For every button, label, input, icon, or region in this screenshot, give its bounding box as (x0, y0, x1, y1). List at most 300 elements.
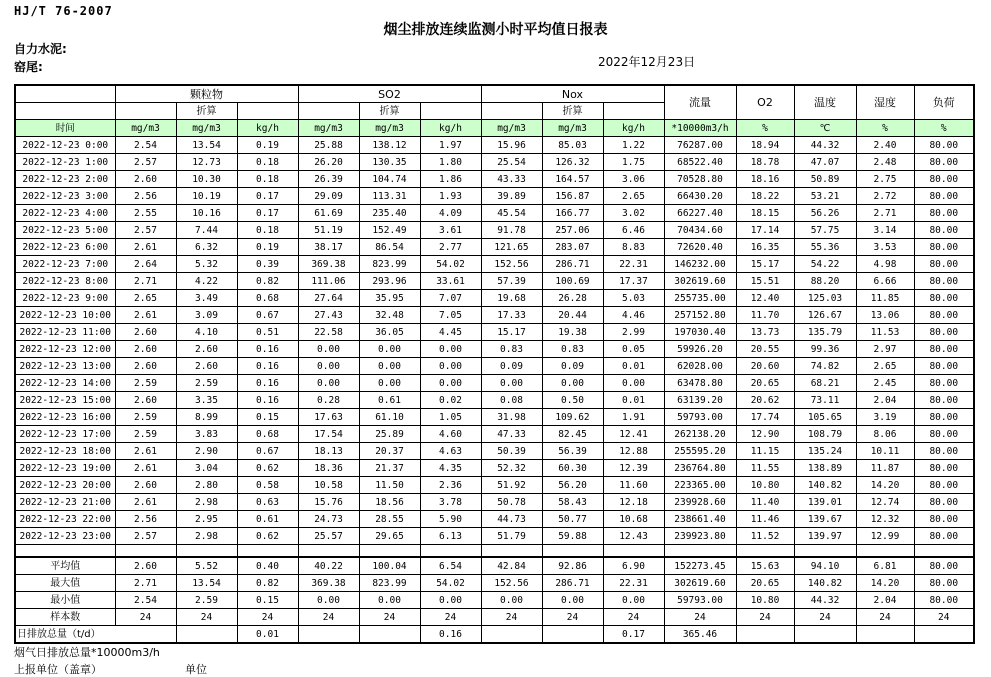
value-cell: 60.30 (542, 460, 603, 477)
value-cell: 70434.60 (664, 222, 736, 239)
value-cell: 82.45 (542, 426, 603, 443)
value-cell: 4.22 (176, 273, 237, 290)
value-cell: 4.09 (420, 205, 481, 222)
value-cell: 1.93 (420, 188, 481, 205)
value-cell: 11.53 (856, 324, 914, 341)
value-cell: 20.60 (736, 358, 794, 375)
value-cell: 80.00 (914, 392, 974, 409)
time-cell: 2022-12-23 6:00 (15, 239, 115, 256)
value-cell: 257152.80 (664, 307, 736, 324)
value-cell: 0.61 (237, 511, 298, 528)
col-o2: O2 (736, 85, 794, 120)
value-cell: 44.73 (481, 511, 542, 528)
value-cell: 2.57 (115, 528, 176, 545)
value-cell: 0.15 (237, 592, 298, 609)
value-cell: 2.95 (176, 511, 237, 528)
value-cell: 2.48 (856, 154, 914, 171)
value-cell: 1.75 (603, 154, 664, 171)
value-cell: 3.04 (176, 460, 237, 477)
value-cell: 10.80 (736, 477, 794, 494)
value-cell: 2.61 (115, 494, 176, 511)
value-cell: 27.43 (298, 307, 359, 324)
value-cell: 2.60 (115, 477, 176, 494)
value-cell: 369.38 (298, 256, 359, 273)
value-cell: 4.46 (603, 307, 664, 324)
value-cell: 0.02 (420, 392, 481, 409)
value-cell: 3.61 (420, 222, 481, 239)
value-cell: 4.63 (420, 443, 481, 460)
value-cell: 80.00 (914, 443, 974, 460)
value-cell: 0.18 (237, 154, 298, 171)
spacer-cell (914, 545, 974, 558)
unit-cell: mg/m3 (542, 120, 603, 137)
table-row (15, 137, 974, 154)
value-cell: 24 (298, 609, 359, 626)
value-cell: 4.45 (420, 324, 481, 341)
spacer-cell (237, 545, 298, 558)
value-cell: 2.59 (176, 375, 237, 392)
value-cell: 38.17 (298, 239, 359, 256)
value-cell: 5.52 (176, 557, 237, 575)
col-time: 时间 (15, 120, 115, 137)
value-cell: 126.32 (542, 154, 603, 171)
value-cell: 100.04 (359, 557, 420, 575)
value-cell: 138.89 (794, 460, 856, 477)
value-cell: 2.61 (115, 460, 176, 477)
value-cell: 61.69 (298, 205, 359, 222)
value-cell: 12.74 (856, 494, 914, 511)
value-cell: 0.16 (420, 626, 481, 644)
value-cell: 12.88 (603, 443, 664, 460)
value-cell: 54.22 (794, 256, 856, 273)
value-cell: 39.89 (481, 188, 542, 205)
value-cell: 3.09 (176, 307, 237, 324)
value-cell: 10.58 (298, 477, 359, 494)
value-cell: 24 (603, 609, 664, 626)
value-cell: 18.78 (736, 154, 794, 171)
emissions-table (14, 84, 975, 644)
value-cell: 17.54 (298, 426, 359, 443)
value-cell: 68522.40 (664, 154, 736, 171)
value-cell: 135.79 (794, 324, 856, 341)
time-cell: 2022-12-23 15:00 (15, 392, 115, 409)
value-cell: 2.60 (115, 171, 176, 188)
table-row (15, 273, 974, 290)
value-cell: 0.00 (420, 341, 481, 358)
value-cell: 302619.60 (664, 273, 736, 290)
value-cell: 13.06 (856, 307, 914, 324)
value-cell (736, 626, 794, 644)
value-cell: 28.55 (359, 511, 420, 528)
value-cell: 138.12 (359, 137, 420, 154)
company-name: 自力水泥: (14, 42, 67, 56)
value-cell: 80.00 (914, 205, 974, 222)
value-cell: 18.15 (736, 205, 794, 222)
value-cell: 20.37 (359, 443, 420, 460)
value-cell: 2.98 (176, 494, 237, 511)
spacer-cell (542, 545, 603, 558)
value-cell: 2.61 (115, 307, 176, 324)
value-cell: 15.17 (481, 324, 542, 341)
table-row (15, 341, 974, 358)
value-cell: 25.88 (298, 137, 359, 154)
value-cell: 2.71 (115, 273, 176, 290)
value-cell: 0.62 (237, 460, 298, 477)
value-cell: 109.62 (542, 409, 603, 426)
value-cell: 26.28 (542, 290, 603, 307)
value-cell: 50.39 (481, 443, 542, 460)
value-cell: 19.38 (542, 324, 603, 341)
group-nox: Nox (481, 85, 664, 103)
value-cell: 2.80 (176, 477, 237, 494)
value-cell: 302619.60 (664, 575, 736, 592)
value-cell: 80.00 (914, 494, 974, 511)
table-row (15, 443, 974, 460)
value-cell: 59793.00 (664, 592, 736, 609)
value-cell: 0.51 (237, 324, 298, 341)
value-cell (298, 626, 359, 644)
value-cell: 21.37 (359, 460, 420, 477)
value-cell: 80.00 (914, 511, 974, 528)
pm-converted-label: 折算 (176, 103, 237, 120)
col-humidity: 湿度 (856, 85, 914, 120)
value-cell: 6.66 (856, 273, 914, 290)
value-cell: 80.00 (914, 154, 974, 171)
flue-gas-total-note: 烟气日排放总量*10000m3/h (14, 646, 160, 659)
value-cell: 2.55 (115, 205, 176, 222)
empty-cell (603, 103, 664, 120)
col-flow: 流量 (664, 85, 736, 120)
value-cell: 56.20 (542, 477, 603, 494)
value-cell: 0.50 (542, 392, 603, 409)
value-cell: 12.39 (603, 460, 664, 477)
value-cell: 24 (115, 609, 176, 626)
value-cell: 0.00 (603, 592, 664, 609)
value-cell: 8.99 (176, 409, 237, 426)
value-cell: 4.98 (856, 256, 914, 273)
table-row (15, 205, 974, 222)
value-cell: 2.60 (115, 557, 176, 575)
value-cell: 0.58 (237, 477, 298, 494)
value-cell: 2.72 (856, 188, 914, 205)
value-cell: 80.00 (914, 171, 974, 188)
value-cell: 94.10 (794, 557, 856, 575)
value-cell: 0.00 (359, 358, 420, 375)
value-cell: 20.55 (736, 341, 794, 358)
value-cell: 239923.80 (664, 528, 736, 545)
value-cell: 33.61 (420, 273, 481, 290)
value-cell: 44.32 (794, 137, 856, 154)
table-row (15, 222, 974, 239)
value-cell: 25.54 (481, 154, 542, 171)
table-row (15, 392, 974, 409)
spacer-row (15, 545, 974, 558)
value-cell: 1.97 (420, 137, 481, 154)
table-row (15, 324, 974, 341)
value-cell: 85.03 (542, 137, 603, 154)
summary-label: 样本数 (15, 609, 115, 626)
value-cell: 19.68 (481, 290, 542, 307)
value-cell: 72620.40 (664, 239, 736, 256)
value-cell: 56.26 (794, 205, 856, 222)
value-cell: 7.05 (420, 307, 481, 324)
value-cell: 53.21 (794, 188, 856, 205)
value-cell: 2.54 (115, 592, 176, 609)
value-cell: 2.75 (856, 171, 914, 188)
value-cell: 24 (736, 609, 794, 626)
value-cell: 80.00 (914, 409, 974, 426)
value-cell: 1.91 (603, 409, 664, 426)
value-cell: 20.65 (736, 575, 794, 592)
value-cell: 91.78 (481, 222, 542, 239)
value-cell: 80.00 (914, 188, 974, 205)
value-cell: 18.16 (736, 171, 794, 188)
value-cell: 11.55 (736, 460, 794, 477)
value-cell: 20.62 (736, 392, 794, 409)
value-cell: 255735.00 (664, 290, 736, 307)
value-cell: 24 (481, 609, 542, 626)
value-cell: 22.31 (603, 256, 664, 273)
value-cell: 2.64 (115, 256, 176, 273)
value-cell: 0.15 (237, 409, 298, 426)
value-cell: 283.07 (542, 239, 603, 256)
value-cell: 139.01 (794, 494, 856, 511)
reporting-unit-label: 上报单位（盖章） (14, 663, 102, 676)
value-cell: 80.00 (914, 273, 974, 290)
value-cell: 3.35 (176, 392, 237, 409)
value-cell: 105.65 (794, 409, 856, 426)
value-cell: 140.82 (794, 575, 856, 592)
time-cell: 2022-12-23 18:00 (15, 443, 115, 460)
spacer-cell (794, 545, 856, 558)
value-cell: 14.20 (856, 477, 914, 494)
value-cell: 27.64 (298, 290, 359, 307)
value-cell: 36.05 (359, 324, 420, 341)
table-row (15, 528, 974, 545)
value-cell: 6.90 (603, 557, 664, 575)
value-cell: 140.82 (794, 477, 856, 494)
value-cell: 2.71 (115, 575, 176, 592)
value-cell: 15.17 (736, 256, 794, 273)
table-body (15, 137, 974, 644)
value-cell: 63139.20 (664, 392, 736, 409)
value-cell: 80.00 (914, 358, 974, 375)
value-cell: 6.81 (856, 557, 914, 575)
value-cell: 0.16 (237, 392, 298, 409)
value-cell: 111.06 (298, 273, 359, 290)
value-cell: 2.65 (603, 188, 664, 205)
time-cell: 2022-12-23 8:00 (15, 273, 115, 290)
value-cell: 1.05 (420, 409, 481, 426)
value-cell: 0.83 (542, 341, 603, 358)
value-cell: 24 (420, 609, 481, 626)
value-cell: 0.19 (237, 137, 298, 154)
value-cell: 12.90 (736, 426, 794, 443)
value-cell: 40.22 (298, 557, 359, 575)
time-cell: 2022-12-23 1:00 (15, 154, 115, 171)
value-cell: 2.59 (176, 592, 237, 609)
value-cell: 1.86 (420, 171, 481, 188)
value-cell: 17.33 (481, 307, 542, 324)
value-cell: 2.60 (176, 341, 237, 358)
unit-cell: mg/m3 (115, 120, 176, 137)
value-cell: 80.00 (914, 557, 974, 575)
value-cell: 20.65 (736, 375, 794, 392)
group-pm: 颗粒物 (115, 85, 298, 103)
value-cell: 2.36 (420, 477, 481, 494)
value-cell: 0.18 (237, 222, 298, 239)
group-so2: SO2 (298, 85, 481, 103)
table-row (15, 511, 974, 528)
value-cell: 2.56 (115, 511, 176, 528)
value-cell: 8.06 (856, 426, 914, 443)
value-cell: 0.00 (359, 592, 420, 609)
spacer-cell (664, 545, 736, 558)
value-cell: 823.99 (359, 256, 420, 273)
time-cell: 2022-12-23 20:00 (15, 477, 115, 494)
spacer-cell (856, 545, 914, 558)
value-cell: 0.28 (298, 392, 359, 409)
value-cell: 5.90 (420, 511, 481, 528)
value-cell: 286.71 (542, 575, 603, 592)
value-cell: 156.87 (542, 188, 603, 205)
value-cell: 52.32 (481, 460, 542, 477)
table-row (15, 477, 974, 494)
value-cell: 3.78 (420, 494, 481, 511)
empty-cell (298, 103, 359, 120)
time-cell: 2022-12-23 11:00 (15, 324, 115, 341)
value-cell: 43.33 (481, 171, 542, 188)
time-header-spacer (15, 85, 115, 103)
value-cell: 0.00 (542, 375, 603, 392)
value-cell: 0.17 (237, 205, 298, 222)
time-cell: 2022-12-23 21:00 (15, 494, 115, 511)
value-cell: 80.00 (914, 341, 974, 358)
value-cell: 152273.45 (664, 557, 736, 575)
empty-cell (481, 103, 542, 120)
value-cell: 139.67 (794, 511, 856, 528)
time-cell: 2022-12-23 12:00 (15, 341, 115, 358)
value-cell: 2.60 (115, 392, 176, 409)
unit-cell: mg/m3 (298, 120, 359, 137)
time-cell: 2022-12-23 4:00 (15, 205, 115, 222)
value-cell: 121.65 (481, 239, 542, 256)
value-cell: 88.20 (794, 273, 856, 290)
time-cell: 2022-12-23 17:00 (15, 426, 115, 443)
value-cell: 61.10 (359, 409, 420, 426)
value-cell: 238661.40 (664, 511, 736, 528)
value-cell: 0.00 (298, 358, 359, 375)
value-cell: 3.53 (856, 239, 914, 256)
spacer-cell (298, 545, 359, 558)
value-cell: 51.79 (481, 528, 542, 545)
spacer-cell (359, 545, 420, 558)
value-cell: 58.43 (542, 494, 603, 511)
time-cell: 2022-12-23 2:00 (15, 171, 115, 188)
value-cell: 80.00 (914, 592, 974, 609)
summary-row (15, 592, 974, 609)
spacer-cell (420, 545, 481, 558)
spacer-cell (115, 545, 176, 558)
value-cell: 3.02 (603, 205, 664, 222)
value-cell: 108.79 (794, 426, 856, 443)
value-cell: 18.36 (298, 460, 359, 477)
value-cell: 152.49 (359, 222, 420, 239)
table-row (15, 426, 974, 443)
value-cell: 18.56 (359, 494, 420, 511)
value-cell: 80.00 (914, 222, 974, 239)
value-cell: 31.98 (481, 409, 542, 426)
value-cell: 2.60 (115, 324, 176, 341)
value-cell: 17.63 (298, 409, 359, 426)
header-units-row (15, 120, 974, 137)
unit-cell: *10000m3/h (664, 120, 736, 137)
value-cell: 86.54 (359, 239, 420, 256)
spacer-cell (15, 545, 115, 558)
table-row (15, 239, 974, 256)
value-cell: 57.75 (794, 222, 856, 239)
spacer-cell (176, 545, 237, 558)
value-cell: 2.57 (115, 222, 176, 239)
value-cell: 11.52 (736, 528, 794, 545)
value-cell: 0.00 (420, 592, 481, 609)
value-cell: 15.76 (298, 494, 359, 511)
value-cell: 0.67 (237, 443, 298, 460)
value-cell: 4.35 (420, 460, 481, 477)
value-cell: 80.00 (914, 307, 974, 324)
spacer-cell (481, 545, 542, 558)
value-cell: 12.43 (603, 528, 664, 545)
value-cell: 125.03 (794, 290, 856, 307)
value-cell: 68.21 (794, 375, 856, 392)
value-cell: 0.16 (237, 375, 298, 392)
value-cell: 54.02 (420, 256, 481, 273)
table-row (15, 358, 974, 375)
value-cell: 7.44 (176, 222, 237, 239)
value-cell: 5.03 (603, 290, 664, 307)
value-cell: 80.00 (914, 460, 974, 477)
value-cell: 6.46 (603, 222, 664, 239)
value-cell: 0.62 (237, 528, 298, 545)
value-cell: 13.73 (736, 324, 794, 341)
value-cell: 12.41 (603, 426, 664, 443)
value-cell: 4.60 (420, 426, 481, 443)
value-cell: 223365.00 (664, 477, 736, 494)
value-cell: 0.01 (237, 626, 298, 644)
value-cell: 80.00 (914, 239, 974, 256)
empty-cell (115, 103, 176, 120)
value-cell: 44.32 (794, 592, 856, 609)
summary-label: 最大值 (15, 575, 115, 592)
value-cell: 12.99 (856, 528, 914, 545)
value-cell: 0.16 (237, 341, 298, 358)
value-cell: 24.73 (298, 511, 359, 528)
value-cell: 0.68 (237, 290, 298, 307)
value-cell: 0.19 (237, 239, 298, 256)
value-cell: 0.17 (603, 626, 664, 644)
value-cell: 3.49 (176, 290, 237, 307)
table-row (15, 307, 974, 324)
value-cell: 62028.00 (664, 358, 736, 375)
value-cell: 17.14 (736, 222, 794, 239)
value-cell: 7.07 (420, 290, 481, 307)
value-cell: 0.00 (359, 341, 420, 358)
value-cell: 2.57 (115, 154, 176, 171)
value-cell: 80.00 (914, 256, 974, 273)
value-cell: 236764.80 (664, 460, 736, 477)
monitor-location: 窑尾: (14, 60, 43, 74)
value-cell: 13.54 (176, 137, 237, 154)
